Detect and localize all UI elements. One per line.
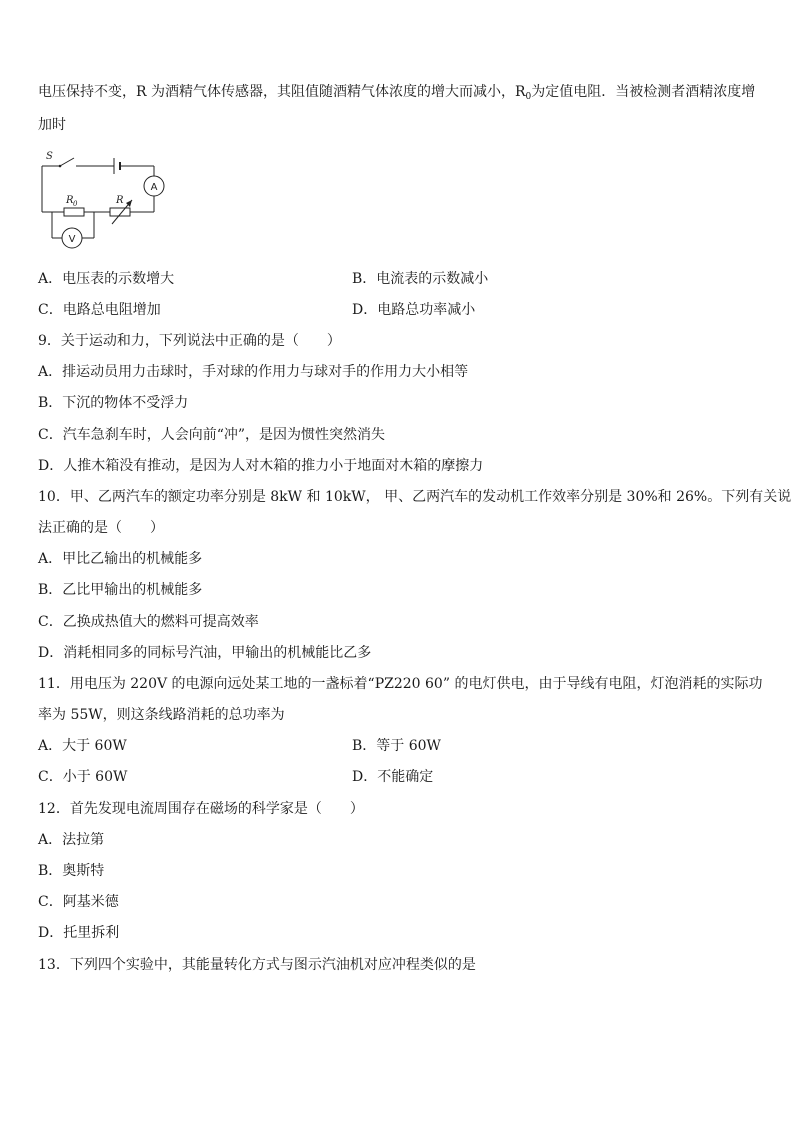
q8-option-a[interactable]: A．电压表的示数增大 <box>38 271 175 287</box>
q11-option-d[interactable]: D．不能确定 <box>352 769 434 785</box>
q11-option-b[interactable]: B．等于 60W <box>352 738 441 754</box>
q11-option-row-2 <box>38 768 434 786</box>
voltmeter-label: V <box>68 234 76 245</box>
q10-option-b[interactable]: B．乙比甲输出的机械能多 <box>38 582 203 598</box>
q8-stem-line-1 <box>38 83 755 106</box>
ammeter-label: A <box>150 182 158 193</box>
r0-resistor <box>64 208 84 216</box>
q12-stem: 12．首先发现电流周围存在磁场的科学家是（ ） <box>38 801 364 817</box>
q11-stem-line-1: 11．用电压为 220V 的电源向远处某工地的一盏标着“PZ220 60” 的电灯供电，由于导线有电阻，灯泡消耗的实际功 <box>38 676 763 692</box>
q12-option-d[interactable]: D．托里拆利 <box>38 925 120 941</box>
q11-option-row-1 <box>38 737 441 755</box>
switch-label: S <box>46 151 53 162</box>
q9-option-c[interactable]: C．汽车急刹车时，人会向前“冲”，是因为惯性突然消失 <box>38 427 386 443</box>
r0-subscript: 0 <box>525 92 532 102</box>
q9-option-a[interactable]: A．排运动员用力击球时，手对球的作用力与球对手的作用力大小相等 <box>38 364 469 380</box>
q8-option-d[interactable]: D．电路总功率减小 <box>352 302 476 318</box>
q12-option-a[interactable]: A．法拉第 <box>38 832 105 848</box>
q9-stem: 9．关于运动和力，下列说法中正确的是（ ） <box>38 333 341 349</box>
q13-stem: 13．下列四个实验中，其能量转化方式与图示汽油机对应冲程类似的是 <box>38 957 476 973</box>
switch-blade <box>60 158 74 166</box>
r-label: R <box>116 195 124 206</box>
q10-stem-line-2: 法正确的是（ ） <box>38 520 164 536</box>
q8-option-c[interactable]: C．电路总电阻增加 <box>38 302 161 318</box>
q9-option-b[interactable]: B．下沉的物体不受浮力 <box>38 395 189 411</box>
q11-option-c[interactable]: C．小于 60W <box>38 769 128 785</box>
r0-label-sub: 0 <box>73 200 78 208</box>
q10-option-d[interactable]: D．消耗相同多的同标号汽油，甲输出的机械能比乙多 <box>38 645 372 661</box>
q10-stem-line-1: 10．甲、乙两汽车的额定功率分别是 8kW 和 10kW， 甲、乙两汽车的发动机工作效率分别是 30%和 26%。下列有关说 <box>38 489 792 505</box>
q10-option-c[interactable]: C．乙换成热值大的燃料可提高效率 <box>38 614 259 630</box>
switch-contact-icon <box>59 165 62 168</box>
q12-option-b[interactable]: B．奥斯特 <box>38 863 105 879</box>
q8-stem-line-2: 加时 <box>38 117 66 133</box>
circuit-diagram <box>36 148 168 252</box>
q8-option-b[interactable]: B．电流表的示数减小 <box>352 271 489 287</box>
q11-stem-line-2: 率为 55W，则这条线路消耗的总功率为 <box>38 707 285 723</box>
q9-option-d[interactable]: D．人推木箱没有推动，是因为人对木箱的推力小于地面对木箱的摩擦力 <box>38 458 484 474</box>
q8-option-row-2 <box>38 301 476 319</box>
q11-option-a[interactable]: A．大于 60W <box>38 738 127 754</box>
r0-label: R <box>66 195 74 206</box>
q8-stem-text-b: 为定值电阻．当被检测者酒精浓度增 <box>531 84 756 100</box>
q10-option-a[interactable]: A．甲比乙输出的机械能多 <box>38 551 203 567</box>
q8-option-row-1 <box>38 270 489 288</box>
q12-option-c[interactable]: C．阿基米德 <box>38 894 119 910</box>
q8-stem-text-a: 电压保持不变，R 为酒精气体传感器，其阻值随酒精气体浓度的增大而减小，R <box>38 84 526 100</box>
